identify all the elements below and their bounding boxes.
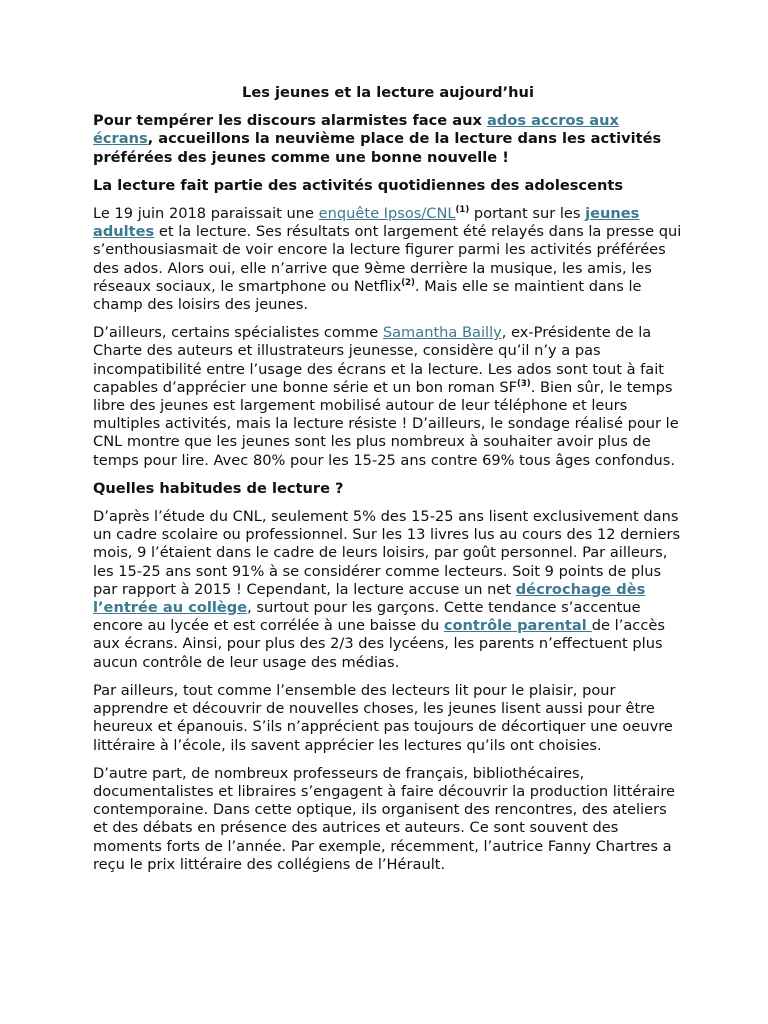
p2-text-1: D’ailleurs, certains spécialistes comme — [93, 324, 383, 342]
p1-text-4: . Mais elle se maintient dans le champ des loisirs des jeunes. — [93, 277, 642, 314]
section-heading-1: La lecture fait partie des activités quotidiennes des adolescents — [93, 176, 624, 194]
link-enquete-ipsos-cnl[interactable]: enquête Ipsos/CNL — [318, 205, 456, 223]
link-controle-parental[interactable]: contrôle parental — [443, 617, 592, 635]
lead-text-1: Pour tempérer les discours alarmistes face aux — [93, 112, 488, 130]
paragraph-4: Par ailleurs, tout comme l’ensemble des lecteurs lit pour le plaisir, pour apprendre et découvrir de nouvelles choses, les jeunes lisent aussi pour être heureux et épanouis. S’ils n’apprécient pas toujours de décortiquer une oeuvre littéraire à l’école, ils savent apprécier les lectures qu’ils ont choisies. — [93, 681, 673, 754]
lead-text-2: , accueillons la neuvième place de la lecture dans les activités préférées des jeunes comme une bonne nouvelle ! — [93, 130, 662, 166]
p1-text-2: portant sur les — [469, 205, 586, 223]
footnote-ref-1[interactable]: (1) — [455, 205, 470, 216]
document-title: Les jeunes et la lecture aujourd’hui — [242, 84, 534, 101]
footnote-ref-2[interactable]: (2) — [401, 277, 415, 288]
p3-text-3: de l’accès aux écrans. Ainsi, pour plus des 2/3 des lycéens, les parents n’effectuent plus aucun contrôle de leur usage des médias. — [93, 617, 665, 671]
link-samantha-bailly[interactable]: Samantha Bailly — [382, 324, 502, 342]
p3-text-1: D’après l’étude du CNL, seulement 5% des 15-25 ans lisent exclusivement dans un cadre scolaire ou professionnel. Sur les 13 livres lus au cours des 12 derniers mois, 9 l’étaient dans le cadre de leurs loisirs, par goût personnel. Par ailleurs, les 15-25 ans sont 91% à se considérer comme lecteurs. Soit 9 points de plus par rapport à 2015 ! Cependant, la lecture accuse un net — [93, 508, 681, 598]
paragraph-2 — [93, 324, 683, 470]
paragraph-5: D’autre part, de nombreux professeurs de français, bibliothécaires, documentalistes et libraires s’engagent à faire découvrir la production littéraire contemporaine. Dans cette optique, ils organisent des rencontres, des ateliers et des débats en présence des autrices et auteurs. Ce sont souvent des moments forts de l’année. Par exemple, récemment, l’autrice Fanny Chartres a reçu le prix littéraire des collégiens de l’Hérault. — [93, 764, 675, 873]
footnote-ref-3[interactable]: (3) — [517, 378, 531, 389]
paragraph-3 — [93, 508, 683, 672]
document-page — [93, 84, 683, 884]
link-ados-accros-aux-ecrans[interactable]: ados accros aux écrans — [93, 112, 619, 148]
p1-text-3: et la lecture. Ses résultats ont largement été relayés dans la presse qui s’enthousiasmait de voir encore la lecture figurer parmi les activités préférées des ados. Alors oui, elle n’arrive que 9ème derrière la musique, les amis, les réseaux sociaux, le smartphone ou Netflix — [93, 223, 682, 295]
p1-text-1: Le 19 juin 2018 paraissait une — [93, 205, 319, 223]
link-jeunes-adultes[interactable]: jeunes adultes — [93, 205, 640, 241]
section-heading-2: Quelles habitudes de lecture ? — [93, 479, 344, 497]
p3-text-2: , surtout pour les garçons. Cette tendance s’accentue encore au lycée et est corrélée à une baisse du — [93, 599, 641, 635]
p2-text-2: , ex-Présidente de la Charte des auteurs et illustrateurs jeunesse, considère qu’il n’y a pas incompatibilité entre l’usage des écrans et la lecture. Les ados sont tout à fait capables d’apprécier une bonne série et un bon roman SF — [93, 324, 665, 396]
lead-paragraph — [93, 112, 683, 167]
paragraph-1 — [93, 205, 683, 314]
p2-text-3: . Bien sûr, le temps libre des jeunes est largement mobilisé autour de leur téléphone et leurs multiples activités, mais la lecture résiste ! D’ailleurs, le sondage réalisé pour le CNL montre que les jeunes sont les plus nombreux à souhaiter avoir plus de temps pour lire. Avec 80% pour les 15-25 ans contre 69% tous âges confondus. — [93, 378, 679, 469]
link-decrochage-college[interactable]: décrochage dès l’entrée au collège — [93, 580, 646, 617]
